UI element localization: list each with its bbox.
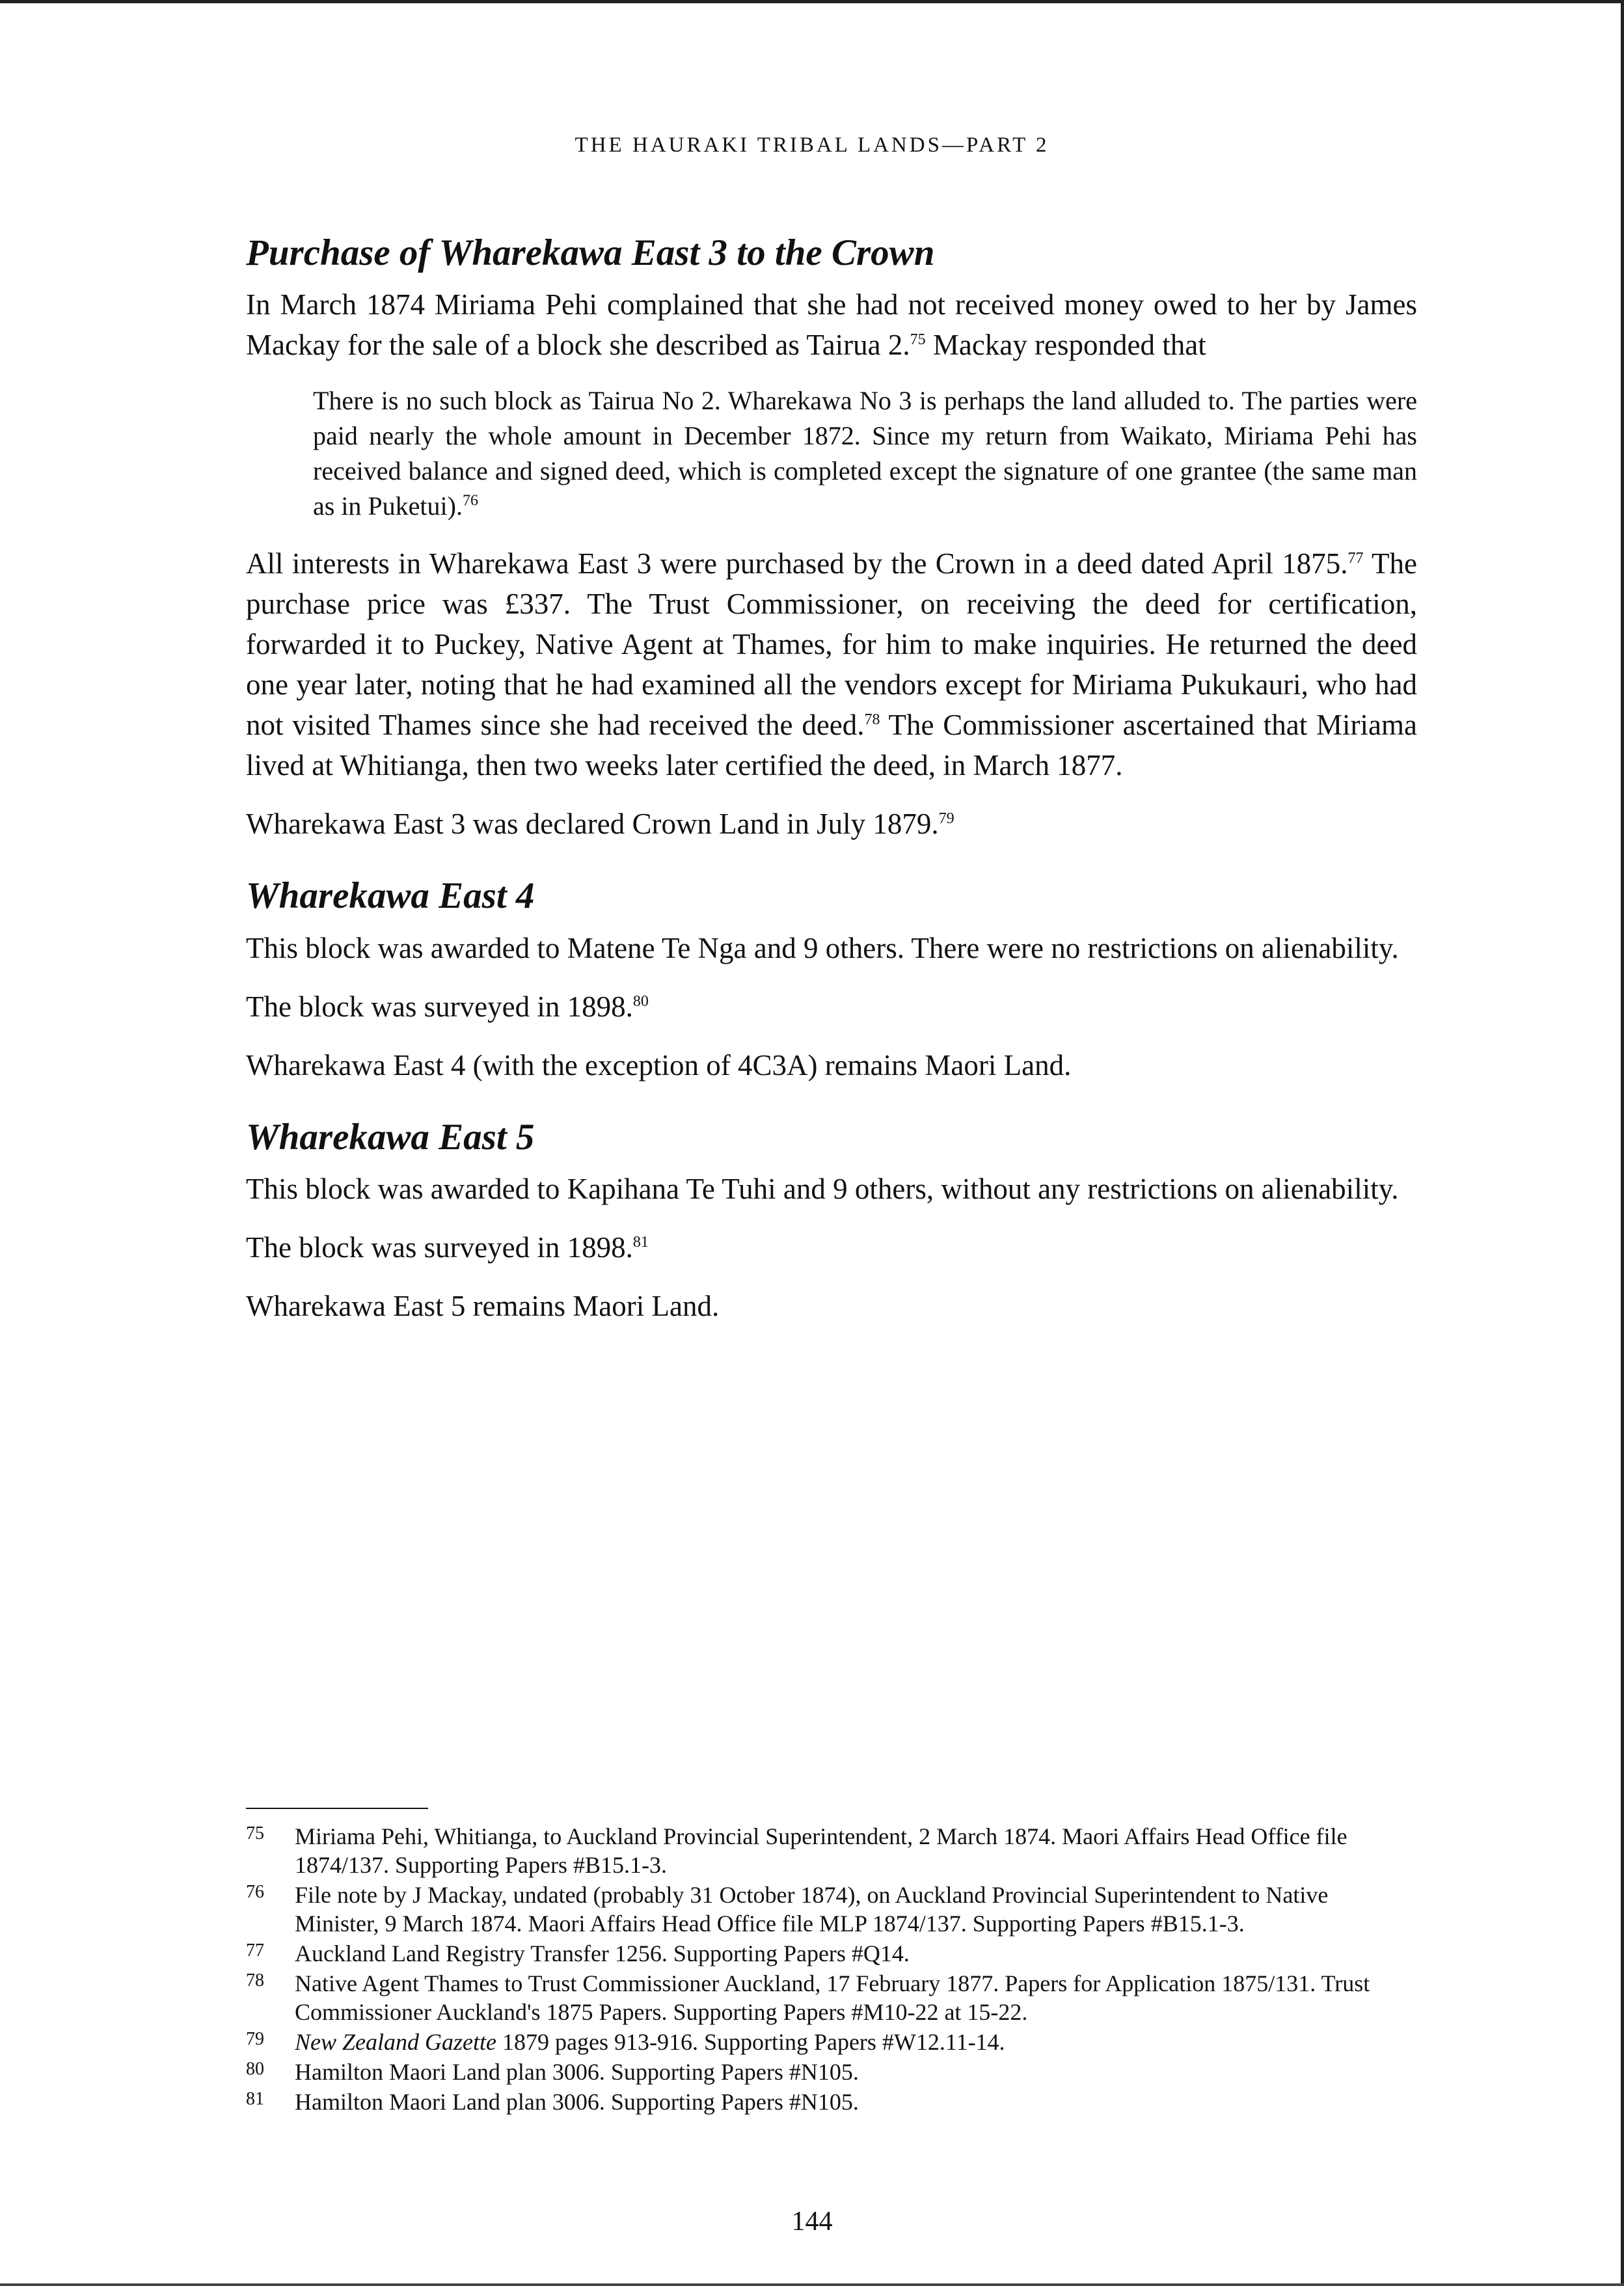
paragraph: All interests in Wharekawa East 3 were purchased by the Crown in a deed dated April 1875.77 The purchase price was £337. The Trust Commissioner, on receiving the deed for certification, forwarded it to Puckey, Native Agent at Thames, for him to make inquiries. He returned the deed one year later, noting that he had examined all the vendors except for Miriama Pukukauri, who had not visited Thames since she had received the deed.$^{78}$ The Commissioner ascertained that Miriama lived at Whitianga, then two weeks later certified the deed, in March 1877. [246,547,1417,782]
paragraph: In March 1874 Miriama Pehi complained that she had not received money owed to her by James Mackay for the sale of a block she described as Tairua 2.75 Mackay responded that [246,288,1417,362]
section-heading-wharekawa-east-4: Wharekawa East 4 [246,875,535,917]
footnote: 75 Miriama Pehi, Whitianga, to Auckland Provincial Superintendent, 2 March 1874. Maori Affairs Head Office file 1874/137. Supporting Papers #B15.1-3. [246,1822,1417,1879]
section-heading-wharekawa-east-5: Wharekawa East 5 [246,1116,535,1158]
paragraph: The block was surveyed in 1898.81 [246,1231,649,1264]
paragraph: This block was awarded to Kapihana Te Tuhi and 9 others, without any restrictions on alienability. [246,1173,1399,1206]
footnote: 80 Hamilton Maori Land plan 3006. Supporting Papers #N105. [246,2058,1417,2086]
section-heading-wharekawa-east-3: Purchase of Wharekawa East 3 to the Crown [246,232,935,273]
footnote-number: 81 [246,2089,264,2109]
footnote-number: 79 [246,2029,264,2049]
main-content [246,231,1417,1344]
paragraph: This block was awarded to Matene Te Nga and 9 others. There were no restrictions on alienability. [246,931,1399,964]
paragraph: The block was surveyed in 1898.80 [246,990,649,1023]
footnote-number: 77 [246,1940,264,1961]
footnote-ref[interactable]: 76 [462,493,478,510]
footnote-number: 78 [246,1970,264,1991]
footnote-number: 80 [246,2059,264,2079]
footnotes [246,1822,1417,2117]
page-border-top [0,0,1624,3]
footnote-rule [246,1808,428,1809]
footnote-ref[interactable]: 80 [632,992,649,1010]
running-head: THE HAURAKI TRIBAL LANDS—PART 2 [575,133,1049,157]
footnote-number: 76 [246,1882,264,1902]
footnote-ref[interactable]: 75 [910,331,926,349]
footnote-number: 75 [246,1823,264,1844]
footnote: 78 Native Agent Thames to Trust Commissioner Auckland, 17 February 1877. Papers for Application 1875/131. Trust Commissioner Auckland's 1875 Papers. Supporting Papers #M10-22 at 15-22. [246,1969,1417,2026]
page-border-bottom [0,2283,1624,2286]
footnote: 77 Auckland Land Registry Transfer 1256. Supporting Papers #Q14. [246,1939,1417,1968]
footnote-ref[interactable]: 81 [632,1234,649,1251]
page-number: 144 [791,2207,833,2237]
paragraph: Wharekawa East 5 remains Maori Land. [246,1290,720,1323]
block-quote: There is no such block as Tairua No 2. Wharekawa No 3 is perhaps the land alluded to. The parties were paid nearly the whole amount in December 1872. Since my return from Waikato, Miriama Pehi has received balance and signed deed, which is completed except the signature of one grantee (the same man as in Puketui).$^{76}$ [313,386,1417,521]
paragraph: Wharekawa East 4 (with the exception of 4C3A) remains Maori Land. [246,1048,1072,1082]
footnote: 79 New Zealand Gazette 1879 pages 913-916. Supporting Papers #W12.11-14. [246,2028,1417,2056]
footnote: 76 File note by J Mackay, undated (probably 31 October 1874), on Auckland Provincial Superintendent to Native Minister, 9 March 1874. Maori Affairs Head Office file MLP 1874/137. Supporting Papers #B15.1-3. [246,1881,1417,1938]
paragraph: Wharekawa East 3 was declared Crown Land in July 1879.79 [246,808,954,841]
footnote-ref[interactable]: 78 [864,711,880,729]
footnote-ref[interactable]: 77 [1347,550,1364,567]
footnote: 81 Hamilton Maori Land plan 3006. Supporting Papers #N105. [246,2088,1417,2116]
footnote-ref[interactable]: 79 [938,810,954,828]
page-border-right [1621,0,1624,2286]
